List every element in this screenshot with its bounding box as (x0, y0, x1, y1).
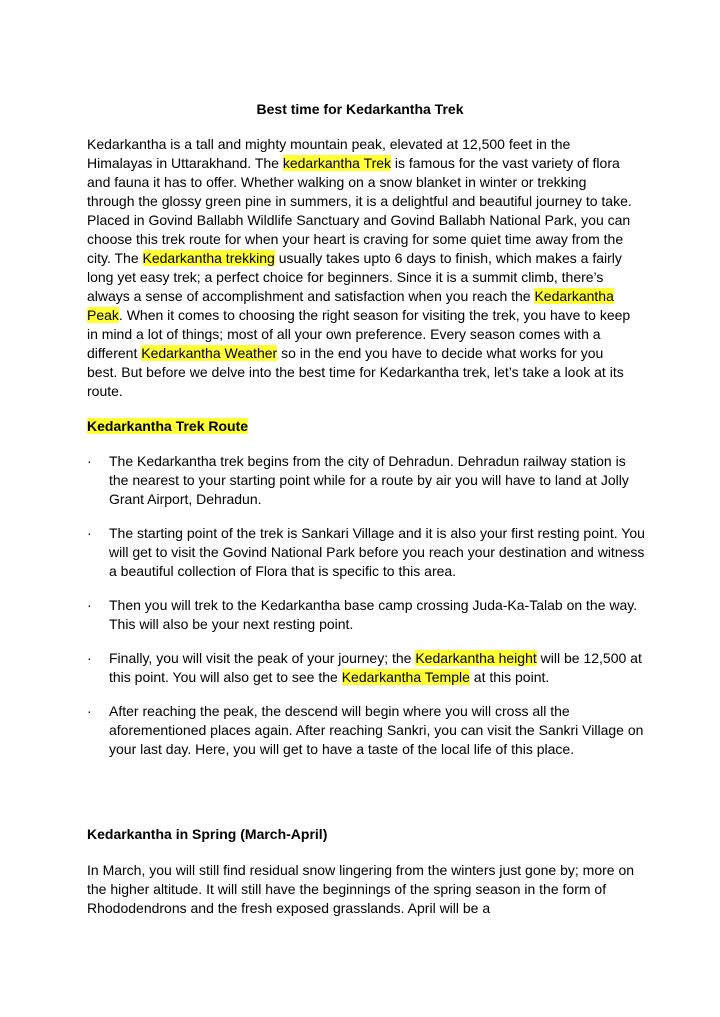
kedarkantha-trek-highlight: kedarkantha Trek (282, 155, 392, 171)
bullet-marker: · (87, 525, 92, 541)
intro-paragraph (87, 135, 637, 401)
kedarkantha-temple-highlight: Kedarkantha Temple (341, 669, 470, 685)
bullet-marker: · (87, 703, 92, 719)
intro-text-5: so in the end you have to decide what works for you best. But before we delve into the best time for Kedarkantha trek, let’s take a look at its route. (87, 345, 624, 399)
route-heading-text: Kedarkantha Trek Route (87, 418, 249, 434)
route-bullet-text-2: The starting point of the trek is Sankari Village and it is also your first resting point. You will get to visit the Govind National Park before you reach your destination and witness a beautiful collection of Flora that is specific to this area. (109, 525, 645, 579)
spring-paragraph: In March, you will still find residual snow lingering from the winters just gone by; more on the higher altitude. It will still have the beginnings of the spring season in the form of Rhododendrons and the fresh exposed grasslands. April will be a (87, 862, 635, 916)
bullet-marker: · (87, 650, 92, 666)
kedarkantha-height-highlight: Kedarkantha height (415, 650, 537, 666)
bullet-4-text-1: Finally, you will visit the peak of your journey; the (109, 650, 416, 666)
route-heading (87, 417, 248, 436)
intro-text-3: usually takes upto 6 days to finish, which makes a fairly long yet easy trek; a perfect choice for beginners. Since it is a summit climb, there’s always a sense of accomplishment and satisfaction when you reach the (87, 250, 622, 304)
route-bullet-text-3: Then you will trek to the Kedarkantha base camp crossing Juda-Ka-Talab on the way. This will also be your next resting point. (109, 597, 638, 632)
document-title: Best time for Kedarkantha Trek (256, 101, 464, 117)
bullet-4-text-2: will be 12,500 at this point. You will also get to see the (109, 650, 642, 685)
intro-text-4: . When it comes to choosing the right season for visiting the trek, you have to keep in mind a lot of things; most of all your own preference. Every season comes with a different (87, 307, 631, 361)
route-bullet-text-1: The Kedarkantha trek begins from the city of Dehradun. Dehradun railway station is the nearest to your starting point while for a route by air you will have to land at Jolly Grant Airport, Dehradun. (109, 453, 629, 507)
kedarkantha-trekking-highlight: Kedarkantha trekking (142, 250, 275, 266)
bullet-marker: · (87, 453, 92, 469)
route-bullet-text-4 (109, 649, 647, 687)
kedarkantha-peak-highlight: Kedarkantha Peak (87, 288, 614, 323)
intro-text-2: is famous for the vast variety of flora and fauna it has to offer. Whether walking on a snow blanket in winter or trekking through the glossy green pine in summers, it is a delightful and beautiful journey to take. Placed in Govind Ballabh Wildlife Sanctuary and Govind Ballabh National Park, you can choose this trek route for when your heart is craving for some quiet time away from the city. The (87, 155, 632, 266)
kedarkantha-weather-highlight: Kedarkantha Weather (141, 345, 278, 361)
bullet-marker: · (87, 597, 92, 613)
route-bullet-text-5: After reaching the peak, the descend will begin where you will cross all the aforementioned places again. After reaching Sankri, you can visit the Sankri Village on your last day. Here, you will get to have a taste of the local life of this place. (109, 703, 644, 757)
spring-heading: Kedarkantha in Spring (March-April) (87, 826, 328, 842)
intro-text-1: Kedarkantha is a tall and mighty mountain peak, elevated at 12,500 feet in the Himalayas in Uttarakhand. The (87, 136, 571, 171)
bullet-4-text-3: at this point. (469, 669, 550, 685)
